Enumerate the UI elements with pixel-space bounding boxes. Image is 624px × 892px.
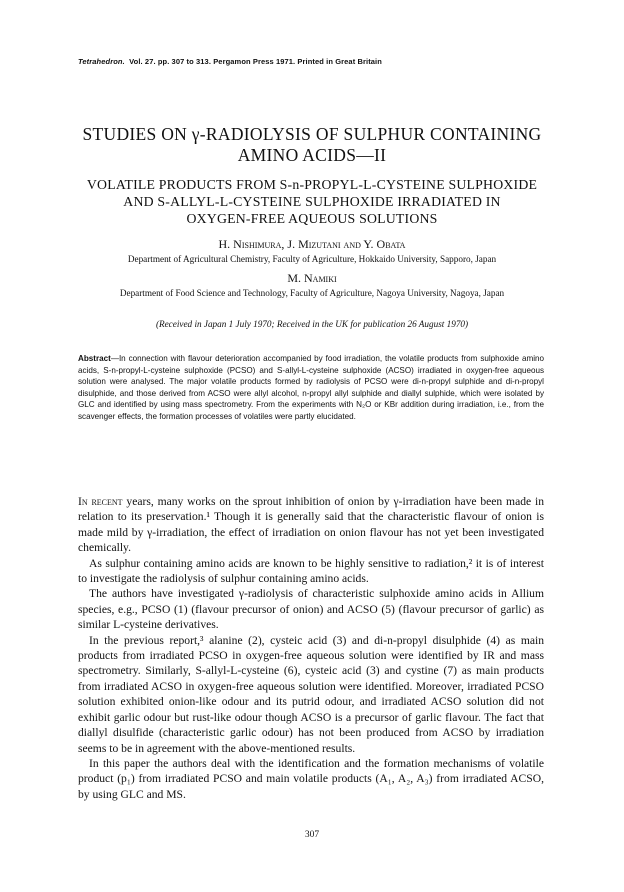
abstract-text: —In connection with flavour deterioration accompanied by food irradiation, the volatile products from sulphoxide amino acids, S-n-propyl-L-cysteine sulphoxide (PCSO) and S-allyl-L-cysteine sulphoxide (ACSO) irradiated in oxygen-free aqueous solution were analysed. The major volatile products formed by radiolysis of PCSO were di-n-propyl sulphide and di-n-propyl disulphide, and those derived from ACSO were allyl alcohol, n-propyl allyl sulphide and diallyl sulphide, which were isolated by GLC and identified by using mass spectrometry. From the experiments with N₂O or KBr addition during irradiation, i.e., from the scavenger effects, the formation processes of volatiles were partly elucidated. xyxy=(78,354,544,421)
journal-name: Tetrahedron. xyxy=(78,57,125,66)
paragraph-3: The authors have investigated γ-radiolysis of characteristic sulphoxide amino acids in Allium species, e.g., PCSO (1) (flavour precursor of onion) and ACSO (5) (flavour precursor of garlic) as similar L-cysteine derivatives. xyxy=(78,587,544,632)
subtitle-line-1: VOLATILE PRODUCTS FROM S-n-PROPYL-L-CYSTEINE SULPHOXIDE xyxy=(86,177,538,192)
paragraph-1 xyxy=(78,494,544,556)
paragraph-1-lead: In recent xyxy=(78,495,123,508)
author-group-1: H. Nishimura, J. Mizutani and Y. Obata xyxy=(218,237,406,251)
title-line-1: STUDIES ON γ-RADIOLYSIS OF SULPHUR CONTAINING xyxy=(82,124,542,144)
page-number: 307 xyxy=(304,830,320,840)
journal-citation: Vol. 27. pp. 307 to 313. Pergamon Press 1971. Printed in Great Britain xyxy=(129,57,382,66)
abstract xyxy=(78,353,544,423)
abstract-label: Abstract xyxy=(78,354,111,363)
affiliation-2: Department of Food Science and Technology, Faculty of Agriculture, Nagoya University, Nagoya, Japan xyxy=(119,288,505,298)
received-dates: (Received in Japan 1 July 1970; Received in the UK for publication 26 August 1970) xyxy=(155,319,469,329)
paragraph-5: In this paper the authors deal with the identification and the formation mechanisms of volatile product (p₁) from irradiated PCSO and main volatile products (A₁, A₂, A₃) from irradiated ACSO, by using GLC and MS. xyxy=(78,756,544,801)
journal-header xyxy=(78,57,598,66)
subtitle-line-2: AND S-ALLYL-L-CYSTEINE SULPHOXIDE IRRADIATED IN xyxy=(123,194,501,209)
paper-subtitle xyxy=(40,176,584,227)
author-group-2: M. Namiki xyxy=(287,271,337,285)
affiliation-1: Department of Agricultural Chemistry, Faculty of Agriculture, Hokkaido University, Sapporo, Japan xyxy=(127,254,497,264)
subtitle-line-3: OXYGEN-FREE AQUEOUS SOLUTIONS xyxy=(186,211,438,226)
title-line-2: AMINO ACIDS—II xyxy=(237,145,387,165)
paragraph-1-text: years, many works on the sprout inhibition of onion by γ-irradiation have been made in relation to its preservation.¹ Though it is generally said that the characteristic flavour of onion is made mild by γ-irradiation, the effect of irradiation on onion flavour has not yet been investigated chemically. xyxy=(78,495,544,555)
paper-title xyxy=(40,124,584,166)
paragraph-2: As sulphur containing amino acids are known to be highly sensitive to radiation,² it is of interest to investigate the radiolysis of sulphur containing amino acids. xyxy=(78,556,544,586)
body-text xyxy=(78,494,544,802)
paragraph-4: In the previous report,³ alanine (2), cysteic acid (3) and di-n-propyl disulphide (4) as main products from irradiated PCSO in oxygen-free aqueous solution were identified by IR and mass spectrometry. Similarly, S-allyl-L-cysteine (6), cysteic acid (3) and cystine (7) as main products from irradiated ACSO in oxygen-free aqueous solution were identified. Moreover, irradiated PCSO solution exhibited onion-like odour and its putrid odour, and irradiated ACSO solution did not exhibit garlic odour but rust-like odour though ACSO is a precursor of garlic flavour. The fact that diallyl disulfide (characteristic garlic odour) has not been produced from ACSO by irradiation seems to be in agreement with the above-mentioned results. xyxy=(78,633,544,755)
